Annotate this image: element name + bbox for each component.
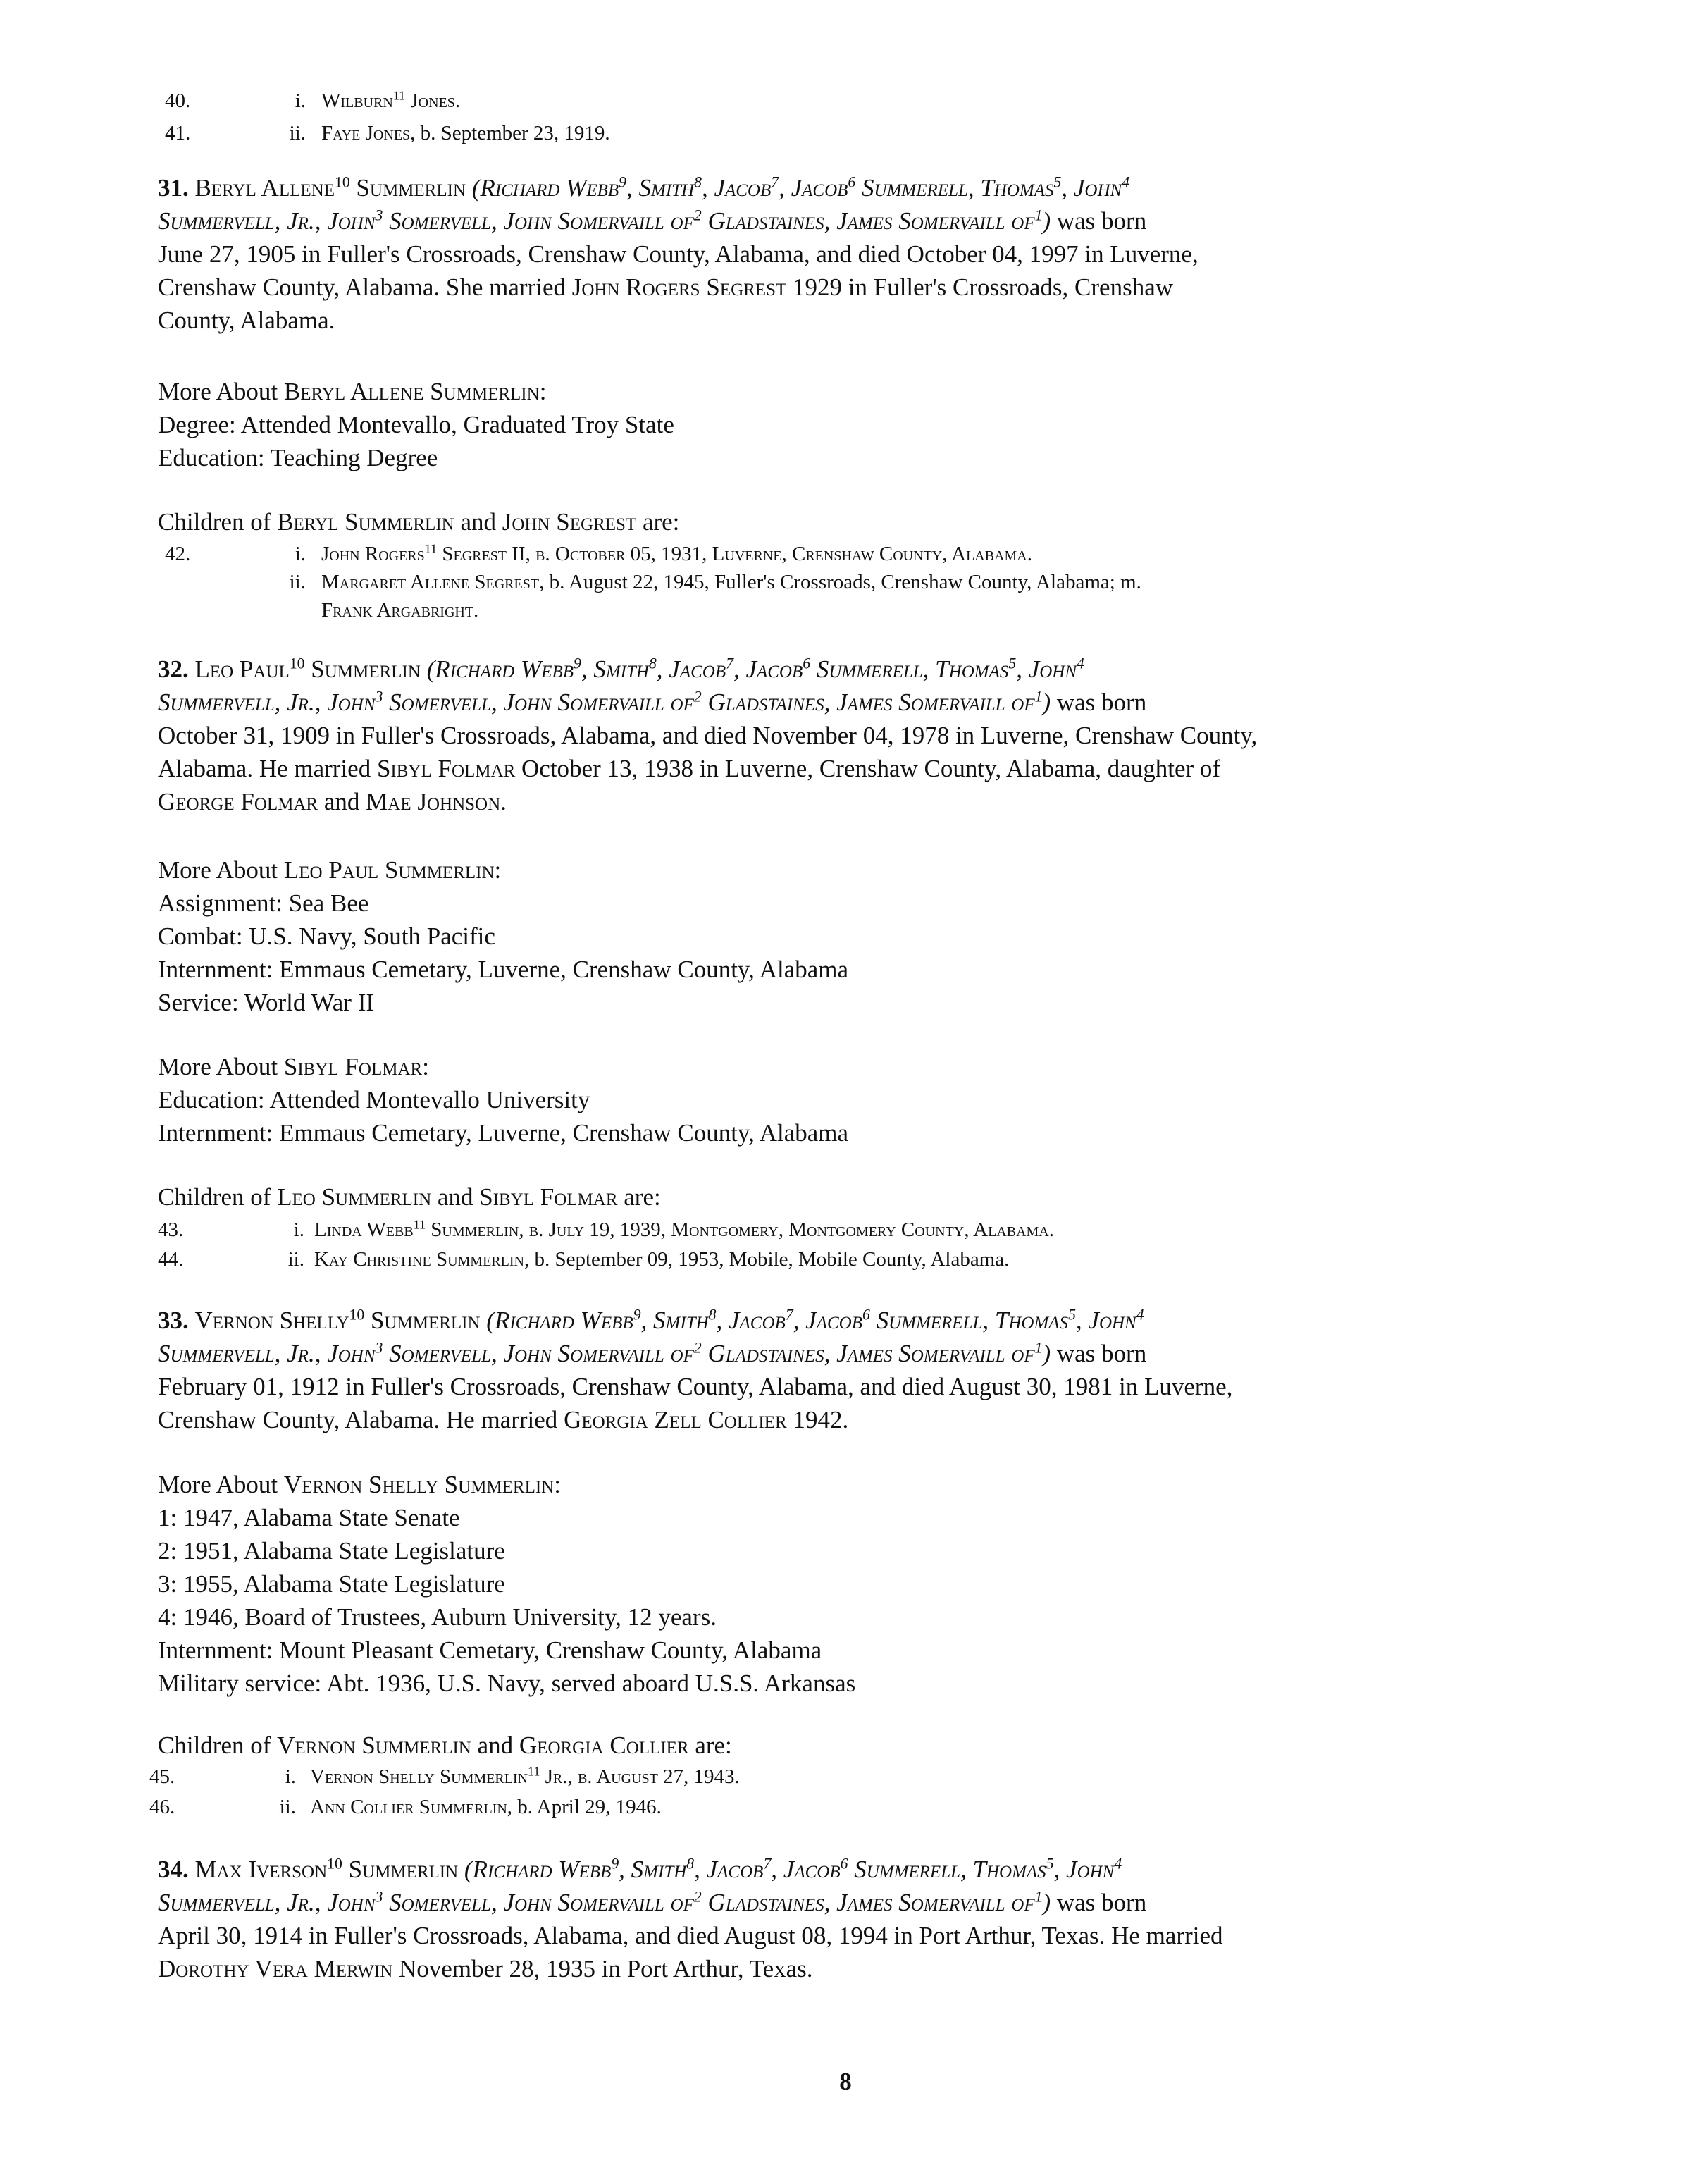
child-name: Wilburn — [321, 90, 393, 112]
person-surname: Summerlin — [356, 174, 466, 202]
entry-number: 31. — [158, 174, 189, 202]
children-heading: Children of Vernon Summerlin and Georgia Collier are: — [158, 1732, 732, 1759]
entry-text: June 27, 1905 in Fuller's Crossroads, Crenshaw County, Alabama, and died October 04, 1997 in Luverne, — [158, 240, 1198, 268]
child-name: Faye Jones — [321, 122, 411, 144]
entry-number: 33. — [158, 1307, 189, 1334]
child-roman: i. — [293, 1219, 304, 1241]
fact: Service: World War II — [158, 989, 375, 1016]
fact: 1: 1947, Alabama State Senate — [158, 1504, 460, 1531]
spouse-name: Georgia Zell Collier — [564, 1406, 787, 1433]
children-heading: Children of Beryl Summerlin and John Segrest are: — [158, 508, 680, 536]
fact: Education: Attended Montevallo University — [158, 1086, 590, 1113]
child-detail: , b. September 23, 1919. — [410, 122, 610, 144]
child-detail: Jones. — [405, 90, 461, 112]
fact: Combat: U.S. Navy, South Pacific — [158, 923, 495, 950]
fact: Education: Teaching Degree — [158, 444, 438, 471]
child-roman: i. — [295, 543, 306, 565]
child-roman: ii. — [279, 1796, 296, 1818]
fact: Internment: Emmaus Cemetary, Luverne, Crenshaw County, Alabama — [158, 956, 849, 983]
entry-31: 31. Beryl Allene$^{10}$ Summerlin (Richard Webb$^9$, Smith$^8$, Jacob$^7$, Jacob$^6$ Summerell, Thomas$^5$, John$^4$ Summervell, Jr., John$^3$ Somervell, John Somervaill $of^2$ Gladstaines, James Somervaill $of^1$) was born June 27, 1905 in Fuller's Crossroads, Crenshaw County, Alabama, and died October 04, 1997 in Luverne, Crenshaw County, Alabama. She married John Rogers Segrest 1929 in Fuller's Crossroads, Crenshaw County, Alabama. — [158, 171, 1419, 337]
entry-number: 34. — [158, 1856, 189, 1883]
child-continuation: Frank Argabright. — [321, 599, 479, 622]
more-about-name: Beryl Allene Summerlin — [283, 378, 540, 405]
spouse-name: Dorothy Vera Merwin — [158, 1955, 393, 1982]
generation-number: 10 — [334, 173, 350, 191]
document-page: 40. i. Wilburn$^{11}$ Jones. 41. ii. Faye Jones, b. September 23, 1919. 31. Beryl Allene$^{10}$ Summerlin (Richard Webb$^9$, Smith$^8$, Jacob$^7$, Jacob$^6$ Summerell, Thomas$^5$, John$^4$ Summervell, Jr., John$^3$ Somervell, John Somervaill $of^2$ Gladstaines, James Somervaill $of^1$) was born June 27, 1905 in Fuller's Crossroads, Crenshaw County, Alabama, and died October 04, 1997 in Luverne, Crenshaw County, Alabama. She married John Rogers Segrest 1929 in Fuller's Crossroads, Crenshaw County, Alabama. More About Beryl Allene Summerlin: Degree: Attended Montevallo, Graduated Troy State Education: Teaching Degree Children of Beryl Summerlin and John Segrest are: 42. i. John Rogers$^{11}$ Segrest II, b. October 05, 1931, Luverne, Crenshaw County, Alabama. ii. Margaret Allene Segrest, b. August 22, 1945, Fuller's Crossroads, Crenshaw County, Alabama; m. Frank Argabright. 32. Leo Paul$^{10}$ Summerlin (Richard Webb$^9$, Smith$^8$, Jacob$^7$, Jacob$^6$ Summerell, Thomas$^5$, John$^4$ Summervell, Jr., John$^3$ Somervell, John Somervaill $of^2$ Gladstaines, James Somervaill $of^1$) was born October 31, 1909 in Fuller's Crossroads, Alabama, and died November 04, 1978 in Luverne, Crenshaw County, Alabama. He married Sibyl Folmar October 13, 1938 in Luverne, Crenshaw County, Alabama, daughter of George Folmar and Mae Johnson. More About Leo Paul Summerlin: Assignment: Sea Bee Combat: U.S. Navy, South Pacific Internment: Emmaus Cemetary, Luverne, Crenshaw County, Alabama Service: World War II More About Sibyl Folmar: Education: Attended Montevallo University Internment: Emmaus Cemetary, Luverne, Crenshaw County, Alabama Children of Leo Summerlin and Sibyl Folmar are: 43. i. Linda Webb$^{11}$ Summerlin, b. July 19, 1939, Montgomery, Montgomery County, Alabama. 44. ii. Kay Christine Summerlin, b. September 09, 1953, Mobile, Mobile County, Alabama. 33. Vernon Shelly$^{10}$ Summerlin (Richard Webb$^9$, Smith$^8$, Jacob$^7$, Jacob$^6$ Summerell, Thomas$^5$, John$^4$ Summervell, Jr., John$^3$ Somervell, John Somervaill $of^2$ Gladstaines, James Somervaill $of^1$) was born February 01, 1912 in Fuller's Crossroads, Crenshaw County, Alabama, and died August 30, 1981 in Luverne, Crenshaw County, Alabama. He married Georgia Zell Collier 1942. More About Vernon Shelly Summerlin: 1: 1947, Alabama State Senate 2: 1951, Alabama State Legislature 3: 1955, Alabama State Legislature 4: 1946, Board of Trustees, Auburn University, 12 years. Internment: Mount Pleasant Cemetary, Crenshaw County, Alabama Military service: Abt. 1936, U.S. Navy, served aboard U.S.S. Arkansas Children of Vernon Summerlin and Georgia Collier are: 45. i. Vernon Shelly Summerlin$^{11}$ Jr., b. August 27, 1943. 46. ii. Ann Collier Summerlin, b. April 29, 1946. 34. Max Iverson$^{10}$ Summerlin (Richard Webb$^9$, Smith$^8$, Jacob$^7$, Jacob$^6$ Summerell, Thomas$^5$, John$^4$ Summervell, Jr., John$^3$ Somervell, John Somervaill $of^2$ Gladstaines, James Somervaill $of^1$) was born April 30, 1914 in Fuller's Crossroads, Alabama, and died August 08, 1994 in Port Arthur, Texas. He married Dorothy Vera Merwin November 28, 1935 in Port Arthur, Texas. 8 — [0, 0, 1691, 2184]
child-number: 43. — [158, 1219, 184, 1241]
child-name: Ann Collier Summerlin — [310, 1796, 507, 1818]
child-name: Linda Webb — [314, 1219, 414, 1241]
fact: 4: 1946, Board of Trustees, Auburn University, 12 years. — [158, 1603, 717, 1631]
person-name: Max Iverson — [194, 1856, 328, 1883]
child-roman: ii. — [287, 1248, 304, 1271]
more-about: More About Beryl Allene Summerlin: Degree: Attended Montevallo, Graduated Troy State Education: Teaching Degree — [158, 375, 1419, 474]
fact: 3: 1955, Alabama State Legislature — [158, 1570, 505, 1598]
entry-text: February 01, 1912 in Fuller's Crossroads, Crenshaw County, Alabama, and died August 30, 1981 in Luverne, — [158, 1373, 1233, 1400]
person-name: Vernon Shelly — [194, 1307, 349, 1334]
child-number: 46. — [149, 1796, 175, 1818]
child-name: John Rogers — [321, 543, 425, 565]
spouse-name: Sibyl Folmar — [376, 755, 516, 782]
entry-34: 34. Max Iverson$^{10}$ Summerlin (Richard Webb$^9$, Smith$^8$, Jacob$^7$, Jacob$^6$ Summerell, Thomas$^5$, John$^4$ Summervell, Jr., John$^3$ Somervell, John Somervaill $of^2$ Gladstaines, James Somervaill $of^1$) was born April 30, 1914 in Fuller's Crossroads, Alabama, and died August 08, 1994 in Port Arthur, Texas. He married Dorothy Vera Merwin November 28, 1935 in Port Arthur, Texas. — [158, 1853, 1419, 1985]
fact: 2: 1951, Alabama State Legislature — [158, 1537, 505, 1565]
child-text — [321, 120, 610, 147]
entry-number: 32. — [158, 655, 189, 683]
child-number: 41. — [165, 122, 191, 144]
child-number: 40. — [165, 90, 191, 112]
entry-text: April 30, 1914 in Fuller's Crossroads, Alabama, and died August 08, 1994 in Port Arthur, Texas. He married — [158, 1922, 1223, 1949]
child-name: Vernon Shelly Summerlin — [310, 1765, 528, 1788]
ancestry: (Richard Webb$^9$, Smith$^8$, Jacob$^7$, Jacob$^6$ Summerell, Thomas$^5$, John$^4$ — [471, 173, 1130, 202]
child-text — [321, 87, 460, 114]
child-name: Kay Christine Summerlin — [314, 1248, 524, 1271]
spouse-name: John Rogers Segrest — [571, 273, 787, 301]
more-about-name: Sibyl Folmar — [283, 1053, 423, 1080]
page-number: 8 — [839, 2068, 852, 2095]
generation-number: 11 — [392, 88, 406, 103]
entry-33: 33. Vernon Shelly$^{10}$ Summerlin (Richard Webb$^9$, Smith$^8$, Jacob$^7$, Jacob$^6$ Summerell, Thomas$^5$, John$^4$ Summervell, Jr., John$^3$ Somervell, John Somervaill $of^2$ Gladstaines, James Somervaill $of^1$) was born February 01, 1912 in Fuller's Crossroads, Crenshaw County, Alabama, and died August 30, 1981 in Luverne, Crenshaw County, Alabama. He married Georgia Zell Collier 1942. — [158, 1304, 1419, 1436]
more-about-name: Vernon Shelly Summerlin — [283, 1471, 555, 1498]
fact: Internment: Emmaus Cemetary, Luverne, Crenshaw County, Alabama — [158, 1119, 849, 1147]
more-about: More About Leo Paul Summerlin: Assignment: Sea Bee Combat: U.S. Navy, South Pacific Internment: Emmaus Cemetary, Luverne, Crenshaw County, Alabama Service: World War II — [158, 853, 1419, 1019]
fact: Military service: Abt. 1936, U.S. Navy, served aboard U.S.S. Arkansas — [158, 1670, 856, 1697]
fact: Internment: Mount Pleasant Cemetary, Crenshaw County, Alabama — [158, 1636, 822, 1664]
child-number: 44. — [158, 1248, 184, 1271]
child-roman: ii. — [289, 122, 306, 144]
child-roman: i. — [295, 90, 306, 112]
entry-32: 32. Leo Paul$^{10}$ Summerlin (Richard Webb$^9$, Smith$^8$, Jacob$^7$, Jacob$^6$ Summerell, Thomas$^5$, John$^4$ Summervell, Jr., John$^3$ Somervell, John Somervaill $of^2$ Gladstaines, James Somervaill $of^1$) was born October 31, 1909 in Fuller's Crossroads, Alabama, and died November 04, 1978 in Luverne, Crenshaw County, Alabama. He married Sibyl Folmar October 13, 1938 in Luverne, Crenshaw County, Alabama, daughter of George Folmar and Mae Johnson. — [158, 653, 1419, 818]
child-roman: i. — [285, 1765, 296, 1788]
more-about-name: Leo Paul Summerlin — [283, 856, 495, 884]
more-about: More About Sibyl Folmar: Education: Attended Montevallo University Internment: Emmaus Cemetary, Luverne, Crenshaw County, Alabama — [158, 1050, 1419, 1149]
child-number: 42. — [165, 543, 191, 565]
children-heading: Children of Leo Summerlin and Sibyl Folmar are: — [158, 1183, 661, 1211]
fact: Degree: Attended Montevallo, Graduated Troy State — [158, 411, 674, 438]
more-about: More About Vernon Shelly Summerlin: 1: 1947, Alabama State Senate 2: 1951, Alabama State Legislature 3: 1955, Alabama State Legislature 4: 1946, Board of Trustees, Auburn University, 12 years. Internment: Mount Pleasant Cemetary, Crenshaw County, Alabama Military service: Abt. 1936, U.S. Navy, served aboard U.S.S. Arkansas — [158, 1468, 1419, 1700]
child-name: Margaret Allene Segrest — [321, 571, 540, 593]
person-name: Leo Paul — [194, 655, 290, 683]
child-roman: ii. — [289, 571, 306, 593]
child-number: 45. — [149, 1765, 175, 1788]
entry-text: October 31, 1909 in Fuller's Crossroads, Alabama, and died November 04, 1978 in Luverne, Crenshaw County, — [158, 722, 1258, 749]
fact: Assignment: Sea Bee — [158, 889, 369, 917]
person-name: Beryl Allene — [194, 174, 335, 202]
